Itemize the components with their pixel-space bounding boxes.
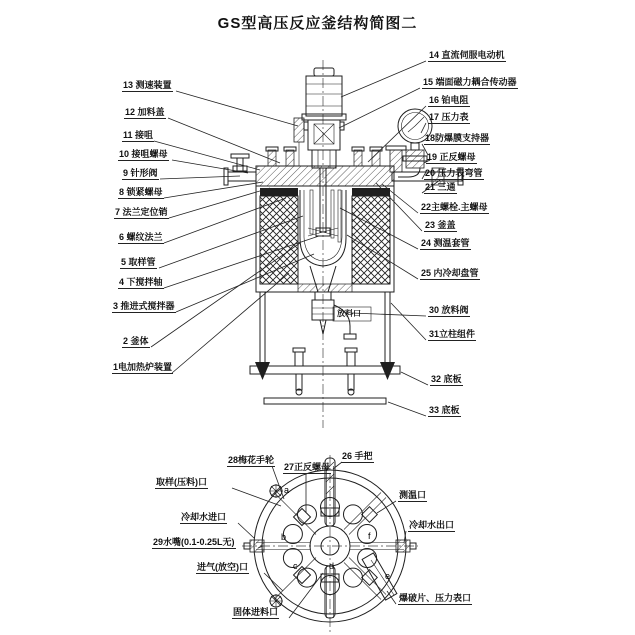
- port-label-air-vent: 进气(放空)口: [197, 562, 248, 572]
- port-label-cooling-in: 冷却水进口: [181, 512, 227, 522]
- motor-drawing: [302, 68, 346, 120]
- discharge-port-inline-label: 放料口: [337, 309, 361, 318]
- part-label-13: 13 测速装置: [123, 80, 172, 90]
- letter-e: e: [385, 571, 391, 581]
- part-label-22: 22主螺栓.主螺母: [421, 202, 488, 212]
- part-label-23: 23 釜盖: [425, 220, 456, 230]
- part-label-18: 18防爆膜支持器: [425, 133, 490, 143]
- port-label-cooling-out: 冷却水出口: [409, 520, 455, 530]
- part-label-31: 31立柱组件: [429, 329, 476, 339]
- kettle-cover-drawing: [256, 147, 394, 186]
- part-label-6: 6 螺纹法兰: [119, 232, 163, 242]
- letter-c: c: [293, 561, 298, 571]
- part-label-28: 28梅花手轮: [228, 455, 275, 465]
- part-label-29: 29水嘴(0.1-0.25L无): [153, 537, 235, 547]
- discharge-valve-drawing: [310, 266, 356, 339]
- port-label-sampling: 取样(压料)口: [156, 477, 207, 487]
- letter-d: d: [329, 561, 335, 571]
- part-label-7: 7 法兰定位销: [115, 207, 168, 217]
- part-label-5: 5 取样管: [121, 257, 156, 267]
- part-label-9: 9 针形阀: [123, 168, 158, 178]
- part-label-1: 1电加热炉装置: [113, 362, 173, 372]
- part-label-26: 26 手把: [342, 451, 373, 461]
- heating-furnace-drawing: [256, 186, 394, 292]
- letter-f: f: [368, 531, 371, 541]
- letter-a: a: [284, 485, 290, 495]
- part-label-27: 27正反螺母: [284, 462, 331, 472]
- lower-left-valve-drawing: [269, 567, 310, 608]
- part-label-12: 12 加料盖: [125, 107, 165, 117]
- part-label-2: 2 釜体: [123, 336, 149, 346]
- part-label-24: 24 测温套管: [421, 238, 470, 248]
- part-label-3: 3 推进式搅拌器: [113, 301, 175, 311]
- port-label-solid-feed: 固体进料口: [233, 607, 279, 617]
- part-label-16: 16 铂电阻: [429, 95, 469, 105]
- part-label-4: 4 下搅拌轴: [119, 277, 163, 287]
- part-label-30: 30 放料阀: [429, 305, 469, 315]
- columns-base-drawing: [250, 292, 400, 404]
- part-label-10: 10 接咀螺母: [119, 149, 168, 159]
- part-label-14: 14 直流伺服电动机: [429, 50, 505, 60]
- part-label-21: 21 三通: [425, 182, 456, 192]
- part-label-11: 11 接咀: [123, 130, 154, 140]
- part-label-20: 20 压力表弯管: [425, 168, 483, 178]
- part-label-32: 32 底板: [431, 374, 462, 384]
- cover-top-view-drawing: [242, 455, 418, 632]
- part-label-33: 33 底板: [429, 405, 460, 415]
- upper-left-valve-drawing: [269, 484, 310, 525]
- diagram-title: GS型高压反应釜结构简图二: [217, 15, 418, 32]
- part-label-17: 17 压力表: [429, 112, 469, 122]
- port-label-rupture: 爆破片、压力表口: [399, 593, 472, 603]
- magnetic-coupling-drawing: [304, 120, 344, 168]
- port-label-temp: 测温口: [399, 490, 427, 500]
- part-label-25: 25 内冷却盘管: [421, 268, 479, 278]
- part-label-8: 8 锁紧螺母: [119, 187, 163, 197]
- letter-b: b: [281, 532, 287, 542]
- part-label-19: 19 正反螺母: [427, 152, 476, 162]
- part-label-15: 15 端面磁力耦合传动器: [423, 77, 517, 87]
